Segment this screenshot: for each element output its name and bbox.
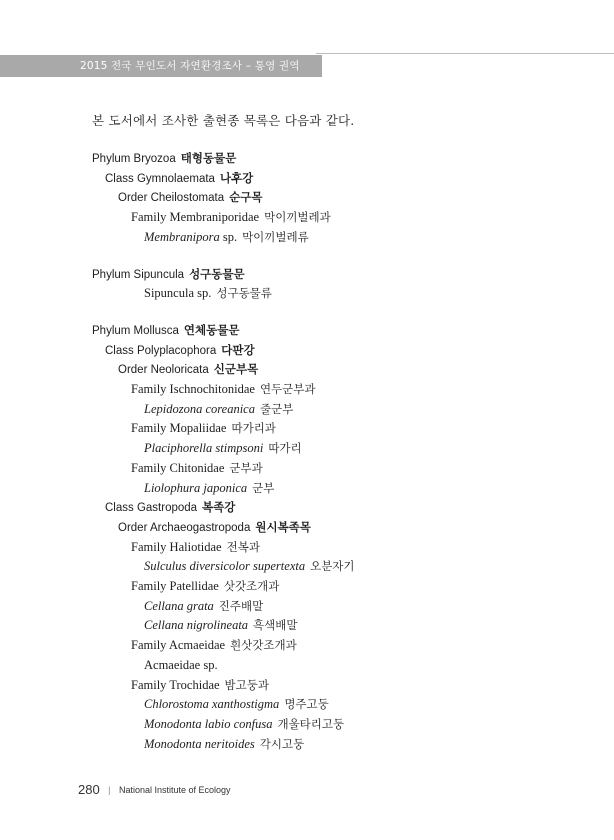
taxon-latin-name: Family Ischnochitonidae — [131, 382, 255, 396]
taxon-latin-name: Family Membraniporidae — [131, 210, 260, 225]
taxon-latin-name: Family Acmaeidae — [131, 638, 226, 653]
taxon-latin-name: Cellana nigrolineata — [144, 618, 249, 633]
taxon-latin-name: Chlorostoma xanthostigma — [144, 697, 280, 712]
taxon-row — [131, 578, 279, 594]
taxon-korean-name: 줄군부 — [259, 401, 294, 416]
taxon-korean-name: 나후강 — [219, 170, 254, 185]
taxon-korean-name: 순구목 — [229, 190, 263, 205]
taxon-latin-name: Family Patellidae — [131, 579, 219, 593]
taxon-korean-name: 연두군부과 — [259, 382, 316, 396]
taxon-row — [144, 617, 297, 633]
taxon-latin-name: Monodonta neritoides — [144, 736, 255, 751]
taxon-row — [131, 460, 263, 476]
taxon-latin-name: Cellana grata — [144, 598, 214, 613]
taxon-row — [131, 637, 297, 653]
taxon-latin-name: Phylum Bryozoa — [92, 153, 176, 165]
taxon-latin-name: Order Neoloricata — [118, 364, 209, 377]
taxon-latin-name: Class Polyplacophora — [105, 344, 217, 357]
taxon-row — [144, 696, 329, 712]
taxon-korean-name: 진주배말 — [218, 598, 264, 613]
taxon-latin-name: Family Trochidae — [131, 677, 220, 692]
taxon-korean-name: 흑색배말 — [253, 618, 298, 633]
taxon-row — [131, 539, 260, 555]
taxon-latin-name: Phylum Sipuncula — [92, 268, 185, 281]
taxon-latin-name: Class Gymnolaemata — [105, 172, 215, 185]
taxon-latin-name: Family Mopaliidae — [131, 421, 227, 436]
taxon-korean-name: 명주고둥 — [284, 697, 329, 712]
taxon-korean-name: 원시복족목 — [255, 519, 311, 534]
taxon-korean-name: 흰삿갓조개과 — [230, 638, 297, 653]
taxon-row — [144, 716, 344, 732]
taxon-latin-name: Sulculus diversicolor supertexta — [144, 559, 306, 574]
taxon-row — [144, 480, 274, 496]
taxon-latin-name: Acmaeidae sp. — [144, 657, 218, 672]
taxon-latin-name: Phylum Mollusca — [92, 324, 179, 337]
taxon-latin-name: Liolophura japonica — [144, 480, 248, 495]
taxon-row — [144, 558, 355, 574]
taxon-korean-name: 밤고둥과 — [224, 677, 269, 692]
taxon-latin-suffix: sp. — [219, 229, 238, 244]
taxon-korean-name: 태형동물문 — [180, 151, 237, 165]
taxon-latin-name: Monodonta labio confusa — [144, 716, 273, 731]
taxon-latin-name: Family Chitonidae — [131, 460, 225, 475]
taxon-korean-name: 신군부목 — [213, 362, 259, 377]
taxon-latin-name: Lepidozona coreanica — [144, 401, 255, 416]
taxon-korean-name: 성구동물류 — [216, 286, 272, 301]
taxon-row — [105, 170, 253, 187]
taxon-korean-name: 따가리 — [268, 441, 302, 456]
taxon-row — [92, 150, 236, 167]
taxon-latin-name: Membranipora — [144, 229, 220, 244]
page-number: 280 — [78, 782, 100, 797]
taxon-row — [92, 266, 245, 283]
taxon-latin-name: Family Haliotidae — [131, 539, 222, 554]
taxon-latin-name: Sipuncula sp. — [144, 286, 212, 301]
taxon-row — [131, 677, 269, 693]
taxon-row — [144, 440, 302, 456]
taxon-latin-name: Order Cheilostomata — [118, 192, 225, 205]
taxon-korean-name: 따가리과 — [231, 421, 276, 436]
taxon-korean-name: 연체동물문 — [183, 322, 240, 337]
taxon-row — [131, 209, 331, 225]
taxon-row — [144, 229, 309, 245]
taxon-korean-name: 다판강 — [221, 342, 255, 357]
taxon-row — [131, 420, 276, 436]
taxon-latin-name: Order Archaeogastropoda — [118, 521, 251, 534]
taxon-row — [144, 401, 293, 417]
taxon-row — [105, 499, 235, 516]
taxon-row — [105, 342, 255, 359]
taxon-row — [118, 519, 311, 536]
taxon-korean-name: 삿갓조개과 — [223, 579, 280, 593]
taxon-korean-name: 각시고둥 — [259, 736, 305, 751]
taxon-row — [144, 285, 272, 301]
taxon-row — [118, 361, 258, 378]
taxon-korean-name: 군부 — [252, 480, 275, 495]
taxon-row — [92, 322, 239, 339]
taxon-row — [144, 598, 263, 614]
page-footer — [78, 781, 231, 799]
taxon-korean-name: 성구동물문 — [189, 266, 245, 281]
taxon-row — [144, 736, 304, 752]
intro-sentence: 본 도서에서 조사한 출현종 목록은 다음과 같다. — [92, 113, 355, 128]
taxon-korean-name: 전복과 — [226, 539, 260, 554]
taxon-row — [144, 657, 218, 673]
taxon-korean-name: 복족강 — [202, 500, 236, 515]
taxon-korean-name: 오분자기 — [310, 559, 355, 574]
taxon-latin-name: Placiphorella stimpsoni — [144, 441, 264, 456]
taxon-row — [118, 189, 262, 206]
running-header-title: 2015 전국 무인도서 자연환경조사 – 통영 권역 — [80, 60, 300, 72]
publisher-name: National Institute of Ecology — [118, 785, 231, 795]
taxon-latin-name: Class Gastropoda — [105, 502, 198, 515]
taxon-korean-name: 개울타리고둥 — [277, 716, 345, 731]
taxon-korean-name: 막이끼벌레류 — [242, 229, 309, 244]
taxon-row — [131, 381, 315, 397]
taxon-korean-name: 막이끼벌레과 — [264, 210, 331, 225]
footer-separator: | — [108, 785, 111, 795]
taxon-korean-name: 군부과 — [229, 460, 263, 475]
